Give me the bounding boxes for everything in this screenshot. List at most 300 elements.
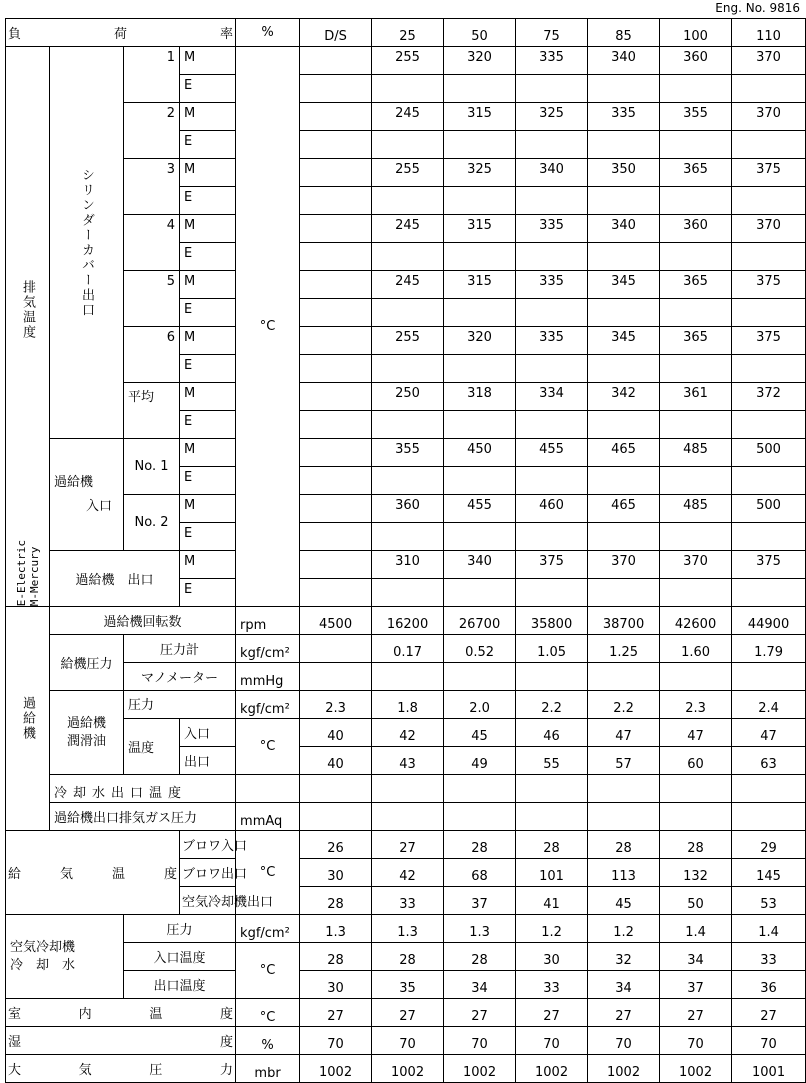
mercury-marker: M xyxy=(180,215,236,243)
empty-cell xyxy=(444,775,516,803)
value-cell: 70 xyxy=(588,1027,660,1055)
value-cell: 63 xyxy=(732,747,806,775)
value-cell: 35 xyxy=(372,971,444,999)
value-cell: 45 xyxy=(444,719,516,747)
humidity-label-char: 湿 xyxy=(8,1035,22,1050)
cylinder-cover-outlet-label: シリンダーカバー出口 xyxy=(79,167,94,318)
value-cell: 455 xyxy=(444,495,516,523)
mercury-marker: M xyxy=(180,439,236,467)
supply-air-unit: °C xyxy=(236,831,300,915)
empty-cell xyxy=(300,663,372,691)
value-cell: 365 xyxy=(660,159,732,187)
value-cell: 360 xyxy=(660,215,732,243)
value-cell: 245 xyxy=(372,215,444,243)
value-cell: 500 xyxy=(732,495,806,523)
value-cell: 26 xyxy=(300,831,372,859)
value-cell: 2.3 xyxy=(660,691,732,719)
load-label-char: 荷 xyxy=(114,27,128,42)
value-cell: 255 xyxy=(372,159,444,187)
value-cell: 315 xyxy=(444,215,516,243)
atm-label xyxy=(8,1059,233,1078)
supply-air-row-label: 空気冷却機出口 xyxy=(180,887,236,915)
air-cooler-water-label xyxy=(10,939,121,975)
empty-cell xyxy=(372,355,444,383)
value-cell: 310 xyxy=(372,551,444,579)
empty-cell xyxy=(732,803,806,831)
empty-cell xyxy=(588,775,660,803)
value-cell: 4500 xyxy=(300,607,372,635)
value-cell: 345 xyxy=(588,327,660,355)
value-cell: 47 xyxy=(588,719,660,747)
empty-cell xyxy=(372,467,444,495)
mercury-marker: M xyxy=(180,495,236,523)
empty-cell xyxy=(516,299,588,327)
value-cell: 16200 xyxy=(372,607,444,635)
empty-cell xyxy=(516,775,588,803)
value-cell: 50 xyxy=(660,887,732,915)
value-cell: 325 xyxy=(516,103,588,131)
empty-cell xyxy=(300,523,372,551)
empty-cell xyxy=(588,131,660,159)
electric-marker: E xyxy=(180,411,236,439)
electric-marker: E xyxy=(180,299,236,327)
value-cell: 1.4 xyxy=(732,915,806,943)
empty-cell xyxy=(660,775,732,803)
value-cell: 325 xyxy=(444,159,516,187)
value-cell: 360 xyxy=(660,47,732,75)
empty-cell xyxy=(660,299,732,327)
legend-electric: E-Electric xyxy=(14,539,28,606)
percent-header: % xyxy=(236,19,300,47)
value-cell: 1002 xyxy=(660,1055,732,1083)
value-cell: 28 xyxy=(660,831,732,859)
gauge-unit: kgf/cm² xyxy=(236,635,300,663)
value-cell: 28 xyxy=(300,887,372,915)
empty-cell xyxy=(300,579,372,607)
empty-cell xyxy=(516,75,588,103)
air-cooler-outlet-label: 出口温度 xyxy=(124,971,236,999)
tc-inlet-cell xyxy=(50,439,124,551)
value-cell: 70 xyxy=(516,1027,588,1055)
value-cell: 350 xyxy=(588,159,660,187)
value-cell: 360 xyxy=(372,495,444,523)
load-column-header: 75 xyxy=(516,19,588,47)
air-cooler-temp-unit: °C xyxy=(236,943,300,999)
value-cell: 42600 xyxy=(660,607,732,635)
value-cell: 28 xyxy=(372,943,444,971)
value-cell xyxy=(300,495,372,523)
tc-lube-line2: 潤滑油 xyxy=(66,733,106,749)
lube-temp-unit: °C xyxy=(236,719,300,775)
mercury-marker: M xyxy=(180,271,236,299)
empty-cell xyxy=(660,355,732,383)
load-label xyxy=(8,23,233,42)
cylinder-number: 6 xyxy=(124,327,180,383)
empty-cell xyxy=(588,663,660,691)
empty-cell xyxy=(372,187,444,215)
value-cell: 0.52 xyxy=(444,635,516,663)
value-cell: 460 xyxy=(516,495,588,523)
atm-label-char: 大 xyxy=(8,1063,22,1078)
supply-air-temp-label xyxy=(8,863,177,882)
empty-cell xyxy=(444,803,516,831)
value-cell: 47 xyxy=(732,719,806,747)
engine-number: Eng. No. 9816 xyxy=(715,1,800,15)
empty-cell xyxy=(372,243,444,271)
load-column-header: 25 xyxy=(372,19,444,47)
empty-cell xyxy=(300,775,372,803)
mercury-marker: M xyxy=(180,47,236,75)
tc-number-label: No. 2 xyxy=(124,495,180,551)
empty-cell xyxy=(732,523,806,551)
turbocharger-label: 過給機 xyxy=(20,696,35,741)
air-cooler-group-cell xyxy=(6,915,124,999)
value-cell: 37 xyxy=(660,971,732,999)
value-cell: 465 xyxy=(588,439,660,467)
value-cell: 45 xyxy=(588,887,660,915)
value-cell: 28 xyxy=(516,831,588,859)
supply-air-char: 給 xyxy=(8,867,22,882)
electric-marker: E xyxy=(180,75,236,103)
value-cell: 33 xyxy=(372,887,444,915)
value-cell: 34 xyxy=(660,943,732,971)
value-cell: 27 xyxy=(732,999,806,1027)
value-cell: 370 xyxy=(732,215,806,243)
value-cell: 30 xyxy=(300,859,372,887)
value-cell: 255 xyxy=(372,47,444,75)
tc-pressure-label: 給機圧力 xyxy=(50,635,124,691)
empty-cell xyxy=(588,523,660,551)
room-unit: °C xyxy=(236,999,300,1027)
empty-cell xyxy=(516,523,588,551)
atm-label-char: 気 xyxy=(78,1063,92,1078)
value-cell: 28 xyxy=(300,943,372,971)
pressure-gauge-label: 圧力計 xyxy=(124,635,236,663)
value-cell xyxy=(300,439,372,467)
empty-cell xyxy=(732,467,806,495)
load-column-header: D/S xyxy=(300,19,372,47)
empty-cell xyxy=(372,523,444,551)
electric-marker: E xyxy=(180,523,236,551)
empty-cell xyxy=(732,355,806,383)
empty-cell xyxy=(444,579,516,607)
turbocharger-group-cell xyxy=(6,607,50,831)
cylinder-number: 3 xyxy=(124,159,180,215)
tc-outlet-label: 過給機 出口 xyxy=(50,551,180,607)
load-column-header: 110 xyxy=(732,19,806,47)
empty-cell xyxy=(732,775,806,803)
value-cell: 1002 xyxy=(300,1055,372,1083)
room-label xyxy=(8,1003,233,1022)
empty-cell xyxy=(372,299,444,327)
empty-cell xyxy=(444,131,516,159)
value-cell xyxy=(300,103,372,131)
value-cell: 485 xyxy=(660,495,732,523)
value-cell: 70 xyxy=(444,1027,516,1055)
empty-cell xyxy=(372,131,444,159)
value-cell: 1.3 xyxy=(300,915,372,943)
empty-cell xyxy=(732,75,806,103)
value-cell: 345 xyxy=(588,271,660,299)
value-cell: 245 xyxy=(372,103,444,131)
value-cell: 375 xyxy=(732,551,806,579)
value-cell: 70 xyxy=(372,1027,444,1055)
load-label-char: 率 xyxy=(220,27,234,42)
value-cell: 27 xyxy=(588,999,660,1027)
exhaust-group-cell xyxy=(6,47,50,607)
value-cell: 28 xyxy=(444,831,516,859)
supply-air-row-label: ブロワ出口 xyxy=(180,859,236,887)
value-cell: 335 xyxy=(516,47,588,75)
value-cell: 1.2 xyxy=(588,915,660,943)
value-cell: 27 xyxy=(372,999,444,1027)
value-cell: 1.79 xyxy=(732,635,806,663)
value-cell: 34 xyxy=(444,971,516,999)
electric-marker: E xyxy=(180,243,236,271)
empty-cell xyxy=(372,663,444,691)
value-cell xyxy=(300,271,372,299)
value-cell: 1002 xyxy=(444,1055,516,1083)
empty-cell xyxy=(300,131,372,159)
mercury-marker: M xyxy=(180,383,236,411)
value-cell: 365 xyxy=(660,271,732,299)
value-cell: 70 xyxy=(660,1027,732,1055)
value-cell: 255 xyxy=(372,327,444,355)
cylinder-cover-cell xyxy=(50,47,124,439)
tc-lube-line1: 過給機 xyxy=(66,715,106,731)
air-cooler-line1: 空気冷却機 xyxy=(10,939,76,955)
empty-cell xyxy=(660,523,732,551)
value-cell xyxy=(300,635,372,663)
empty-cell xyxy=(372,75,444,103)
value-cell: 1.60 xyxy=(660,635,732,663)
exhaust-unit: °C xyxy=(236,47,300,607)
empty-cell xyxy=(732,243,806,271)
value-cell: 35800 xyxy=(516,607,588,635)
value-cell: 27 xyxy=(372,831,444,859)
empty-cell xyxy=(300,187,372,215)
empty-cell xyxy=(660,243,732,271)
value-cell: 370 xyxy=(588,551,660,579)
value-cell: 2.2 xyxy=(516,691,588,719)
empty-cell xyxy=(300,243,372,271)
value-cell xyxy=(300,551,372,579)
value-cell: 500 xyxy=(732,439,806,467)
electric-marker: E xyxy=(180,131,236,159)
value-cell: 1.4 xyxy=(660,915,732,943)
empty-cell xyxy=(444,75,516,103)
empty-cell xyxy=(444,523,516,551)
empty-cell xyxy=(660,579,732,607)
lube-inlet-label: 入口 xyxy=(180,719,236,747)
empty-cell xyxy=(732,663,806,691)
empty-cell xyxy=(732,299,806,327)
value-cell: 1.3 xyxy=(372,915,444,943)
empty-cell xyxy=(660,803,732,831)
cylinder-number: 2 xyxy=(124,103,180,159)
supply-air-row-label: ブロワ入口 xyxy=(180,831,236,859)
mmhg-unit: mmHg xyxy=(236,663,300,691)
atm-label-char: 力 xyxy=(220,1063,234,1078)
tc-lube-oil-cell xyxy=(50,691,124,775)
air-cooler-line2: 冷 却 水 xyxy=(10,957,76,973)
value-cell: 1002 xyxy=(516,1055,588,1083)
empty-cell xyxy=(372,803,444,831)
value-cell: 465 xyxy=(588,495,660,523)
value-cell: 46 xyxy=(516,719,588,747)
value-cell: 113 xyxy=(588,859,660,887)
air-cooler-pressure-label: 圧力 xyxy=(124,915,236,943)
empty-cell xyxy=(516,467,588,495)
value-cell: 2.0 xyxy=(444,691,516,719)
electric-marker: E xyxy=(180,467,236,495)
value-cell: 250 xyxy=(372,383,444,411)
empty-cell xyxy=(444,187,516,215)
empty-cell xyxy=(588,355,660,383)
empty-cell xyxy=(732,131,806,159)
air-cooler-inlet-label: 入口温度 xyxy=(124,943,236,971)
room-label-char: 内 xyxy=(78,1007,92,1022)
humidity-label xyxy=(8,1031,233,1050)
value-cell: 40 xyxy=(300,747,372,775)
manometer-label: マノメーター xyxy=(124,663,236,691)
atm-unit: mbr xyxy=(236,1055,300,1083)
rpm-unit: rpm xyxy=(236,607,300,635)
empty-cell xyxy=(516,411,588,439)
empty-cell xyxy=(300,299,372,327)
value-cell: 485 xyxy=(660,439,732,467)
value-cell: 370 xyxy=(660,551,732,579)
supply-air-char: 気 xyxy=(59,867,73,882)
empty-cell xyxy=(516,131,588,159)
load-column-header: 85 xyxy=(588,19,660,47)
empty-cell xyxy=(588,299,660,327)
value-cell: 340 xyxy=(588,215,660,243)
empty-cell xyxy=(516,187,588,215)
value-cell: 27 xyxy=(660,999,732,1027)
empty-cell xyxy=(588,243,660,271)
value-cell: 2.4 xyxy=(732,691,806,719)
value-cell: 372 xyxy=(732,383,806,411)
empty-cell xyxy=(660,411,732,439)
empty-cell xyxy=(660,663,732,691)
mercury-marker: M xyxy=(180,551,236,579)
value-cell: 361 xyxy=(660,383,732,411)
value-cell: 375 xyxy=(732,327,806,355)
room-label-cell xyxy=(6,999,236,1027)
engine-test-record-table xyxy=(5,18,806,1083)
empty-cell xyxy=(588,187,660,215)
mercury-marker: M xyxy=(180,159,236,187)
value-cell: 27 xyxy=(444,999,516,1027)
empty-cell xyxy=(516,355,588,383)
supply-air-char: 度 xyxy=(163,867,177,882)
value-cell: 455 xyxy=(516,439,588,467)
value-cell: 1001 xyxy=(732,1055,806,1083)
cylinder-number: 5 xyxy=(124,271,180,327)
tc-inlet-label xyxy=(54,471,121,519)
empty-cell xyxy=(300,75,372,103)
room-label-char: 室 xyxy=(8,1007,22,1022)
value-cell: 70 xyxy=(300,1027,372,1055)
value-cell: 47 xyxy=(660,719,732,747)
value-cell: 365 xyxy=(660,327,732,355)
value-cell: 37 xyxy=(444,887,516,915)
value-cell: 450 xyxy=(444,439,516,467)
average-label: 平均 xyxy=(124,383,180,439)
lube-outlet-label: 出口 xyxy=(180,747,236,775)
value-cell xyxy=(300,215,372,243)
empty-cell xyxy=(588,803,660,831)
value-cell: 2.2 xyxy=(588,691,660,719)
legend-mercury: M-Mercury xyxy=(27,546,41,606)
empty-cell xyxy=(444,411,516,439)
empty-cell xyxy=(588,411,660,439)
empty-cell xyxy=(516,243,588,271)
empty-cell xyxy=(732,187,806,215)
empty-cell xyxy=(516,579,588,607)
value-cell: 49 xyxy=(444,747,516,775)
value-cell: 60 xyxy=(660,747,732,775)
value-cell: 1.05 xyxy=(516,635,588,663)
value-cell: 32 xyxy=(588,943,660,971)
value-cell: 30 xyxy=(516,943,588,971)
value-cell: 57 xyxy=(588,747,660,775)
atm-label-cell xyxy=(6,1055,236,1083)
value-cell: 375 xyxy=(732,159,806,187)
value-cell: 1.8 xyxy=(372,691,444,719)
value-cell: 33 xyxy=(732,943,806,971)
value-cell: 1002 xyxy=(372,1055,444,1083)
value-cell: 42 xyxy=(372,719,444,747)
value-cell: 320 xyxy=(444,47,516,75)
value-cell: 30 xyxy=(300,971,372,999)
empty-cell xyxy=(516,803,588,831)
exhaust-temp-label: 排気温度 xyxy=(20,280,35,340)
value-cell: 340 xyxy=(516,159,588,187)
value-cell: 1.3 xyxy=(444,915,516,943)
value-cell: 340 xyxy=(444,551,516,579)
electric-marker: E xyxy=(180,579,236,607)
value-cell: 33 xyxy=(516,971,588,999)
room-label-char: 温 xyxy=(149,1007,163,1022)
load-label-char: 負 xyxy=(8,27,22,42)
room-label-char: 度 xyxy=(220,1007,234,1022)
value-cell: 55 xyxy=(516,747,588,775)
electric-marker: E xyxy=(180,187,236,215)
electric-marker: E xyxy=(180,355,236,383)
value-cell xyxy=(300,383,372,411)
empty-cell xyxy=(660,467,732,495)
value-cell: 355 xyxy=(660,103,732,131)
empty-cell xyxy=(444,467,516,495)
value-cell: 1.2 xyxy=(516,915,588,943)
value-cell: 42 xyxy=(372,859,444,887)
empty-unit xyxy=(236,775,300,803)
value-cell: 342 xyxy=(588,383,660,411)
value-cell: 34 xyxy=(588,971,660,999)
value-cell: 0.17 xyxy=(372,635,444,663)
lube-press-unit: kgf/cm² xyxy=(236,691,300,719)
value-cell: 245 xyxy=(372,271,444,299)
empty-cell xyxy=(300,355,372,383)
value-cell: 101 xyxy=(516,859,588,887)
empty-cell xyxy=(300,411,372,439)
empty-cell xyxy=(588,579,660,607)
value-cell: 28 xyxy=(588,831,660,859)
value-cell: 315 xyxy=(444,103,516,131)
value-cell: 40 xyxy=(300,719,372,747)
